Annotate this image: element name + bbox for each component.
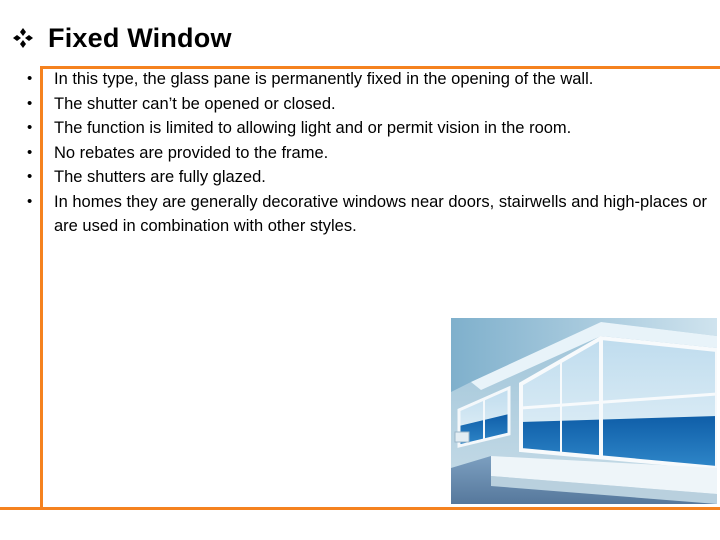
bullet-dot: •	[27, 192, 33, 210]
bullet-text: No rebates are provided to the frame.	[54, 143, 329, 162]
bullet-dot: •	[27, 119, 33, 136]
bullet-item	[24, 141, 714, 165]
bullet-text: The shutters are fully glazed.	[54, 168, 266, 186]
bullet-item	[24, 116, 714, 140]
bullet-text: The shutter can’t be opened or closed.	[54, 94, 336, 113]
bullet-item	[24, 190, 714, 238]
bullet-dot: •	[27, 94, 33, 112]
title-row	[12, 20, 232, 56]
bullet-text: In homes they are generally decorative windows near doors, stairwells and high-places or are used in combination with other styles.	[54, 192, 708, 235]
bullet-list	[24, 67, 714, 238]
bullet-dot: •	[27, 70, 33, 87]
bullet-text: The function is limited to allowing light and or permit vision in the room.	[54, 119, 572, 137]
fixed-window-photo	[451, 318, 717, 504]
bullet-item	[24, 67, 714, 91]
bullet-item	[24, 165, 714, 189]
accent-rule-bottom	[0, 507, 720, 510]
bullet-dot: •	[27, 143, 33, 161]
bullet-item	[24, 92, 714, 116]
bullet-dot: •	[27, 168, 33, 185]
bullet-text: In this type, the glass pane is permanently fixed in the opening of the wall.	[54, 70, 594, 88]
four-diamonds-bullet-icon	[12, 27, 34, 49]
slide-title: Fixed Window	[48, 22, 232, 53]
